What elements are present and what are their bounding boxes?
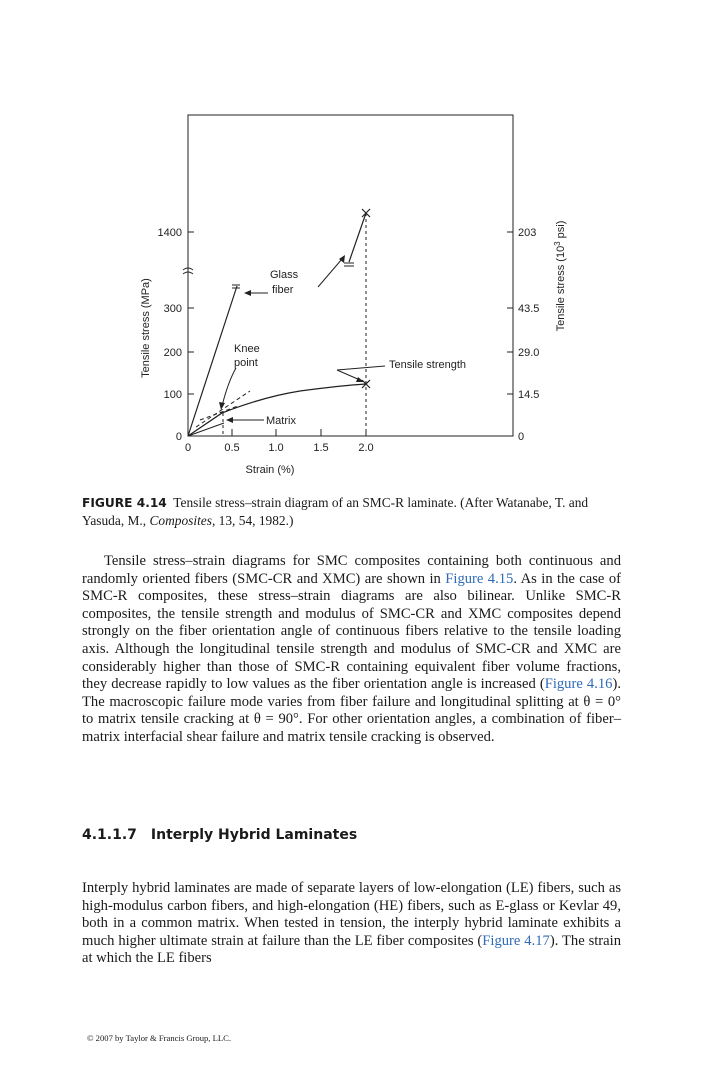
section-heading xyxy=(82,827,357,843)
x-tick-label: 1.0 xyxy=(268,442,284,454)
figure-link[interactable]: Figure 4.17 xyxy=(482,932,550,949)
x-tick-label: 2.0 xyxy=(358,442,374,454)
x-tick-label: 0.5 xyxy=(224,442,240,454)
right-tick-label: 14.5 xyxy=(518,389,540,401)
glass-fiber-upper-break-mark xyxy=(344,263,354,266)
right-tick-label: 0 xyxy=(518,431,525,443)
label-knee: Knee xyxy=(234,343,260,355)
annotation-arrows xyxy=(219,255,385,423)
right-tick-label: 43.5 xyxy=(518,303,540,315)
x-tick-label: 0 xyxy=(184,442,192,454)
left-tick-label: 100 xyxy=(163,389,182,401)
section-number: 4.1.1.7 xyxy=(82,827,137,843)
caption-journal: Composites xyxy=(149,513,212,528)
copyright-footer: © 2007 by Taylor & Francis Group, LLC. xyxy=(87,1033,231,1043)
label-matrix: Matrix xyxy=(266,415,296,427)
label-fiber: fiber xyxy=(272,284,294,296)
x-axis-ticks xyxy=(232,429,366,436)
glass-fiber-line-upper xyxy=(349,213,366,262)
left-tick-label: 200 xyxy=(163,347,182,359)
figure-label: FIGURE 4.14 xyxy=(82,496,167,510)
left-axis-title: Tensile stress (MPa) xyxy=(140,278,152,378)
smc-r-curve xyxy=(188,384,366,436)
right-axis-title: Tensile stress ($10^3$ psi) xyxy=(553,220,567,332)
right-tick-label: 203 xyxy=(518,227,537,239)
body-paragraph: Tensile stress–strain diagrams for SMC composites containing both continuous and randomly oriented fibers (SMC-CR and XMC) are shown in Figure 4.15. As in the case of SMC-R composites, these stress–strain diagrams are also bilinear. Unlike SMC-R composites, the tensile strength and modulus of SMC-CR and XMC composites depend strongly on the fiber orientation angle of continuous fibers relative to the tensile loading axis. Although the longitudinal tensile strength and modulus of SMC-CR and XMC are considerably higher than those of SMC-R containing equivalent fiber volume fractions, they decrease rapidly to low values as the fiber orientation angle is increased (Figure 4.16). The macroscopic failure mode varies from fiber failure and longitudinal splitting at θ = 0° to matrix tensile cracking at θ = 90°. For other orientation angles, a combination of fiber–matrix interfacial shear failure and matrix tensile cracking is observed. xyxy=(82,553,621,745)
label-glass: Glass xyxy=(270,269,299,281)
x-axis-title: Strain (%) xyxy=(245,464,295,476)
body-paragraph: Interply hybrid laminates are made of separate layers of low-elongation (LE) fibers, such as high-modulus carbon fibers, and high-elongation (HE) fibers, such as E-glass or Kevlar 49, both in a common matrix. When tested in tension, the interply hybrid laminate exhibits a much higher ultimate strain at failure than the LE fiber composites (Figure 4.17). The strain at which the LE fibers xyxy=(82,880,621,967)
x-tick-label: 1.5 xyxy=(313,442,329,454)
left-axis-ticks xyxy=(188,232,194,394)
glass-fiber-break-mark xyxy=(232,285,240,288)
glass-fiber-line-lower xyxy=(188,286,237,436)
right-tick-label: 29.0 xyxy=(518,347,540,359)
caption-text-end: , 13, 54, 1982.) xyxy=(211,513,294,528)
figure-caption xyxy=(82,494,627,529)
label-point: point xyxy=(234,357,258,369)
plot-frame xyxy=(188,115,513,436)
label-tensile-strength: Tensile strength xyxy=(389,359,467,371)
right-axis-ticks xyxy=(507,232,513,394)
left-tick-label: 300 xyxy=(163,303,182,315)
figure-link[interactable]: Figure 4.16 xyxy=(544,676,613,693)
section-title: Interply Hybrid Laminates xyxy=(150,827,358,843)
figure-link[interactable]: Figure 4.15 xyxy=(445,570,514,587)
left-tick-label: 1400 xyxy=(157,227,182,239)
stress-strain-chart xyxy=(0,0,705,490)
left-tick-label: 0 xyxy=(175,431,182,443)
caption-text: Tensile stress–strain diagram of an SMC-R laminate. (After Watanabe, T. and Yasuda, M., xyxy=(82,495,589,528)
matrix-line xyxy=(188,423,224,436)
